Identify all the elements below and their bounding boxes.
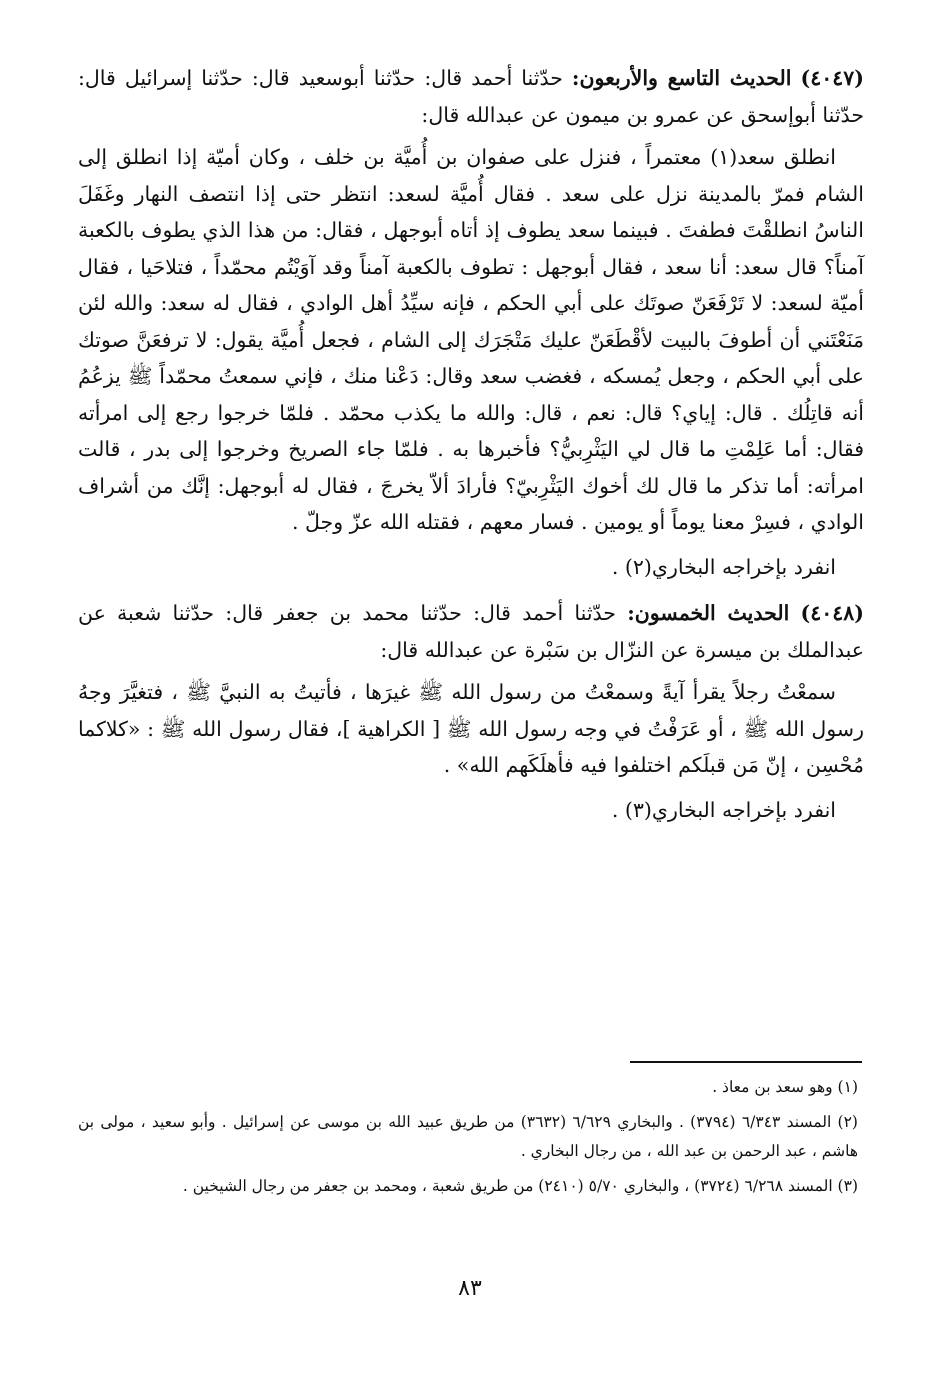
hadith-number: (٤٠٤٧) (800, 66, 864, 90)
footnote-divider (630, 1061, 862, 1063)
hadith-4047-header (78, 60, 864, 133)
page-number: ٨٣ (458, 1276, 482, 1301)
footnote-1: (١) وهو سعد بن معاذ . (712, 1078, 858, 1096)
hadith-4048-matn: سمعْتُ رجلاً يقرأ آيةً وسمعْتُ من رسول الله ﷺ غيرَها ، فأتيتُ به النبيَّ ﷺ ، فتغيَّرَ وجهُ رسول الله ﷺ ، أو عَرَفْتُ في وجه رسول الله ﷺ [ الكراهية ]، فقال رسول الله ﷺ : «كلاكما مُحْسِن ، إنّ مَن قبلَكم اختلفوا فيه فأهلَكَهم الله» . (78, 680, 864, 777)
hadith-4047-matn: انطلق سعد(١) معتمراً ، فنزل على صفوان بن أُميَّة بن خلف ، وكان أميّة إذا انطلق إلى الشام فمرّ بالمدينة نزل على سعد . فقال أُميَّة لسعد: انتظر حتى إذا انتصف النهار وغَفَلَ الناسُ انطلقْتَ فطفتَ . فبينما سعد يطوف إذ أتاه أبوجهل ، فقال: من هذا الذي يطوف بالكعبة آمناً؟ قال سعد: أنا سعد ، فقال أبوجهل : تطوف بالكعبة آمناً وقد آوَيْتُم محمّداً ، فتلاحَيا ، فقال أميّة لسعد: لا تَرْفَعَنّ صوتَك على أبي الحكم ، فإنه سيِّدُ أهل الوادي ، فقال له سعد: والله لئن مَنَعْتَني أن أطوفَ بالبيت لأقْطَعَنّ عليك مَتْجَرَك إلى الشام ، فجعل أُميَّة يقول: لا ترفعَنَّ صوتك على أبي الحكم ، وجعل يُمسكه ، فغضب سعد وقال: دَعْنا منك ، فإني سمعتُ محمّداً ﷺ يزعُمُ أنه قاتِلُك . قال: إياي؟ قال: نعم ، قال: والله ما يكذب محمّد . فلمّا خرجوا رجع إلى امرأته فقال: أما عَلِمْتِ ما قال لي اليَثْرِبيُّ؟ فأخبرها به . فلمّا جاء الصريخ وخرجوا إلى بدر ، قالت امرأته: أما تذكر ما قال لك أخوك اليَثْرِبيّ؟ فأرادَ ألاّ يخرجَ ، فقال له أبوجهل: إنَّك من أشراف الوادي ، فسِرْ معنا يوماً أو يومين . فسار معهم ، فقتله الله عزّ وجلّ . (78, 145, 864, 534)
hadith-4048-verdict: انفرد بإخراجه البخاري(٣) . (611, 797, 836, 822)
hadith-isnad: حدّثنا أحمد قال: حدّثنا أبوسعيد قال: حدّثنا إسرائيل قال: حدّثنا أبوإسحق عن عمرو بن ميمون عن عبدالله قال: (78, 66, 864, 127)
hadith-4048-header (78, 595, 864, 668)
hadith-number: (٤٠٤٨) (800, 601, 864, 625)
footnote-3: (٣) المسند ٦/٢٦٨ (٣٧٢٤) ، والبخاري ٥/٧٠ (٢٤١٠) من طريق شعبة ، ومحمد بن جعفر من رجال الشيخين . (182, 1177, 858, 1195)
hadith-title: الحديث التاسع والأربعون: (571, 66, 792, 90)
hadith-isnad: حدّثنا أحمد قال: حدّثنا محمد بن جعفر قال: حدّثنا شعبة عن عبدالملك بن ميسرة عن النزّال بن سَبْرة عن عبدالله قال: (78, 601, 864, 662)
footnote-2: (٢) المسند ٦/٣٤٣ (٣٧٩٤) . والبخاري ٦/٦٢٩ (٣٦٣٢) من طريق عبيد الله بن موسى عن إسرائيل . وأبو سعيد ، مولى بن هاشم ، عبد الرحمن بن عبد الله ، من رجال البخاري . (78, 1113, 858, 1160)
main-text (78, 60, 864, 828)
hadith-4047-verdict: انفرد بإخراجه البخاري(٢) . (611, 554, 836, 579)
footnotes (78, 1073, 858, 1207)
hadith-title: الحديث الخمسون: (627, 601, 790, 625)
